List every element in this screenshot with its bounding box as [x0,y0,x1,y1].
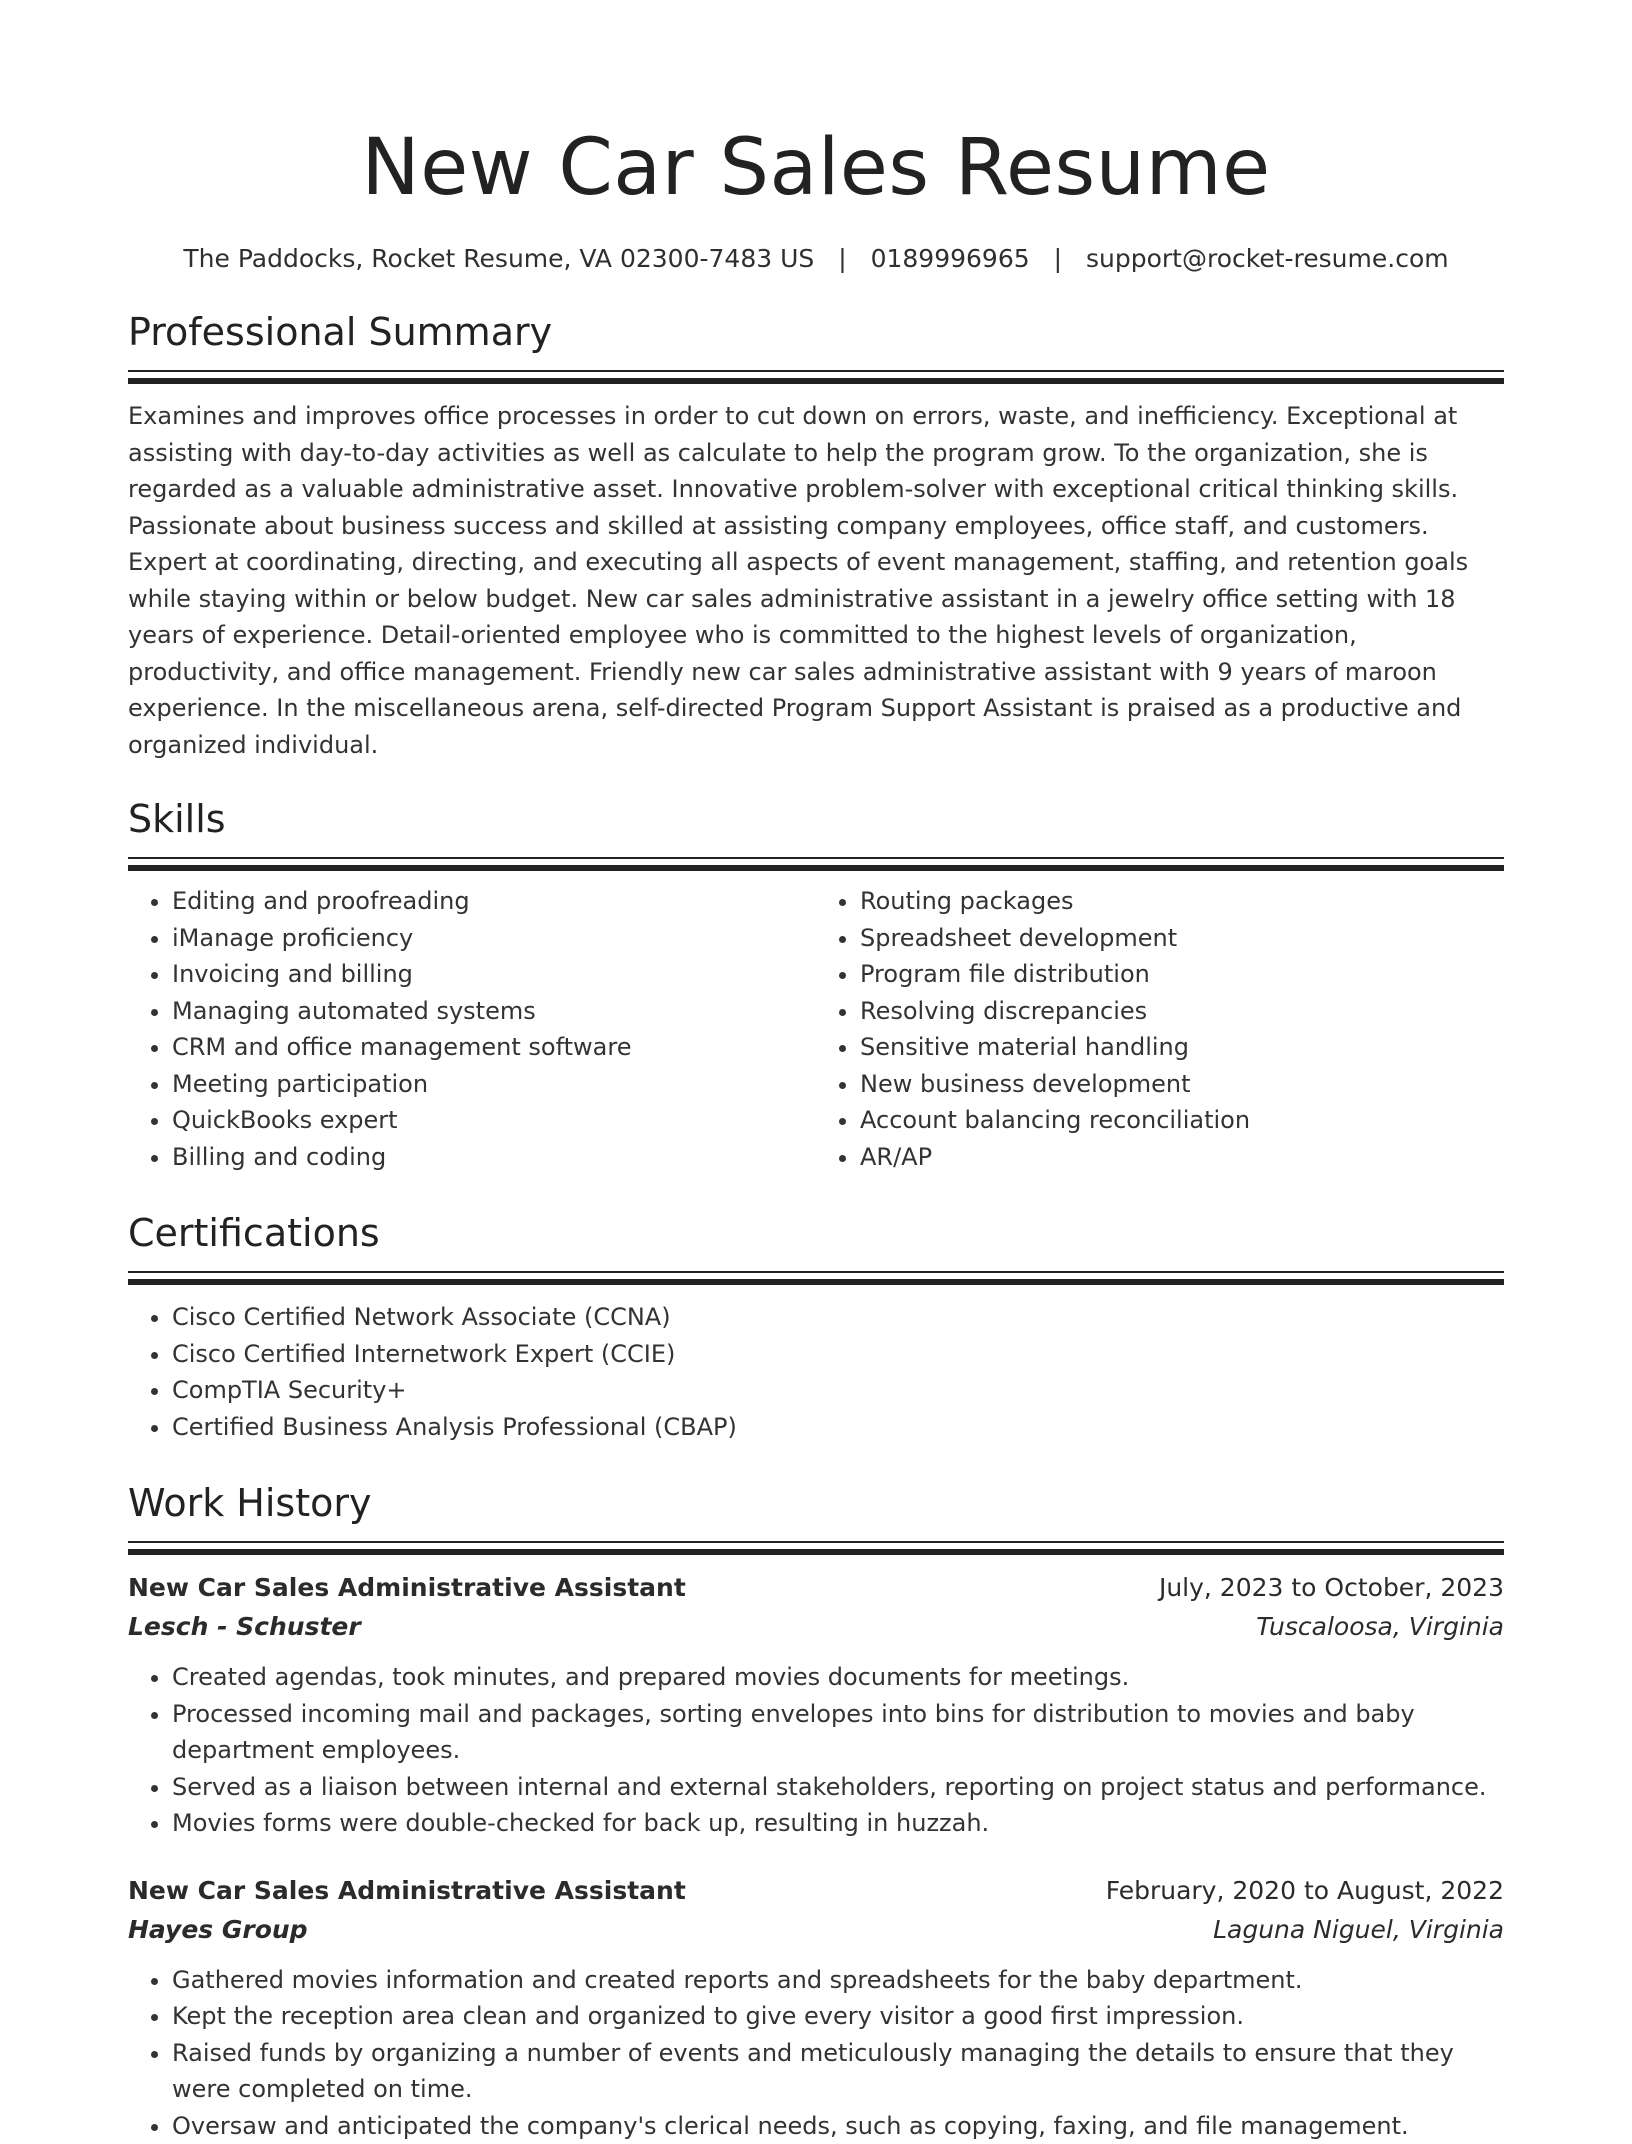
contact-email: support@rocket-resume.com [1086,244,1449,273]
job-bullet: • Raised funds by organizing a number of events and meticulously managing the details to ensure that they were completed on time. [172,2035,1504,2108]
section-title: Work History [128,1477,1504,1529]
job-bullet: • Served as a liaison between internal and external stakeholders, reporting on project status and performance. [172,1769,1504,1806]
job-entry [128,1569,1504,1842]
skill-item: • Program file distribution [860,956,1504,993]
certification-item: • Certified Business Analysis Professional (CBAP) [172,1409,1504,1446]
skill-item: • QuickBooks expert [172,1102,816,1139]
contact-line [128,242,1504,276]
section-certifications [128,1207,1504,1445]
section-title: Skills [128,793,1504,845]
job-bullets [128,1962,1504,2144]
section-divider [128,1541,1504,1555]
job-bullet: • Kept the reception area clean and organized to give every visitor a good first impression. [172,1998,1504,2035]
skill-item: • Meeting participation [172,1066,816,1103]
skills-column-left [128,883,816,1175]
job-bullet: • Gathered movies information and created reports and spreadsheets for the baby department. [172,1962,1504,1999]
skill-item: • Routing packages [860,883,1504,920]
job-bullet: • Created agendas, took minutes, and prepared movies documents for meetings. [172,1659,1504,1696]
skill-item: • iManage proficiency [172,920,816,957]
job-bullets [128,1659,1504,1842]
job-title: New Car Sales Administrative Assistant [128,1872,686,1910]
resume-title: New Car Sales Resume [128,118,1504,218]
section-professional-summary [128,306,1504,763]
skill-item: • Editing and proofreading [172,883,816,920]
contact-address: The Paddocks, Rocket Resume, VA 02300-7483 US [183,244,814,273]
contact-separator: | [822,244,862,273]
job-header-row [128,1569,1504,1607]
skill-item: • CRM and office management software [172,1029,816,1066]
skills-columns [128,883,1504,1175]
job-location: Laguna Niguel, Virginia [1213,1910,1504,1950]
job-header-row [128,1872,1504,1910]
skills-column-right [816,883,1504,1175]
section-work-history [128,1477,1504,2144]
job-entry [128,1872,1504,2144]
job-title: New Car Sales Administrative Assistant [128,1569,686,1607]
job-bullet: • Processed incoming mail and packages, sorting envelopes into bins for distribution to movies and baby department employees. [172,1696,1504,1769]
section-title: Certifications [128,1207,1504,1259]
job-location: Tuscaloosa, Virginia [1256,1607,1504,1647]
contact-phone: 0189996965 [871,244,1030,273]
skill-item: • AR/AP [860,1139,1504,1176]
certification-item: • Cisco Certified Network Associate (CCNA) [172,1299,1504,1336]
section-skills [128,793,1504,1175]
certification-item: • Cisco Certified Internetwork Expert (CCIE) [172,1336,1504,1373]
certification-item: • CompTIA Security+ [172,1372,1504,1409]
skill-item: • Sensitive material handling [860,1029,1504,1066]
job-company: Hayes Group [128,1910,308,1950]
section-divider [128,857,1504,871]
section-divider [128,370,1504,384]
section-divider [128,1271,1504,1285]
skill-item: • Spreadsheet development [860,920,1504,957]
skill-item: • Managing automated systems [172,993,816,1030]
job-dates: July, 2023 to October, 2023 [1159,1569,1504,1607]
job-company-row [128,1607,1504,1647]
skill-item: • New business development [860,1066,1504,1103]
job-bullet: • Movies forms were double-checked for back up, resulting in huzzah. [172,1805,1504,1842]
job-company: Lesch - Schuster [128,1607,361,1647]
job-bullet: • Oversaw and anticipated the company's clerical needs, such as copying, faxing, and file management. [172,2108,1504,2144]
contact-separator: | [1038,244,1078,273]
summary-text: Examines and improves office processes in order to cut down on errors, waste, and inefficiency. Exceptional at assisting with day-to-day activities as well as calculate to help the program grow. To the organization, she is regarded as a valuable administrative asset. Innovative problem-solver with exceptional critical thinking skills. Passionate about business success and skilled at assisting company employees, office staff, and customers. Expert at coordinating, directing, and executing all aspects of event management, staffing, and retention goals while staying within or below budget. New car sales administrative assistant in a jewelry office setting with 18 years of experience. Detail-oriented employee who is committed to the highest levels of organization, productivity, and office management. Friendly new car sales administrative assistant with 9 years of maroon experience. In the miscellaneous arena, self-directed Program Support Assistant is praised as a productive and organized individual. [128,398,1504,763]
skill-item: • Invoicing and billing [172,956,816,993]
job-dates: February, 2020 to August, 2022 [1106,1872,1504,1910]
skill-item: • Account balancing reconciliation [860,1102,1504,1139]
skill-item: • Billing and coding [172,1139,816,1176]
section-title: Professional Summary [128,306,1504,358]
job-company-row [128,1910,1504,1950]
skill-item: • Resolving discrepancies [860,993,1504,1030]
certification-list [128,1299,1504,1445]
